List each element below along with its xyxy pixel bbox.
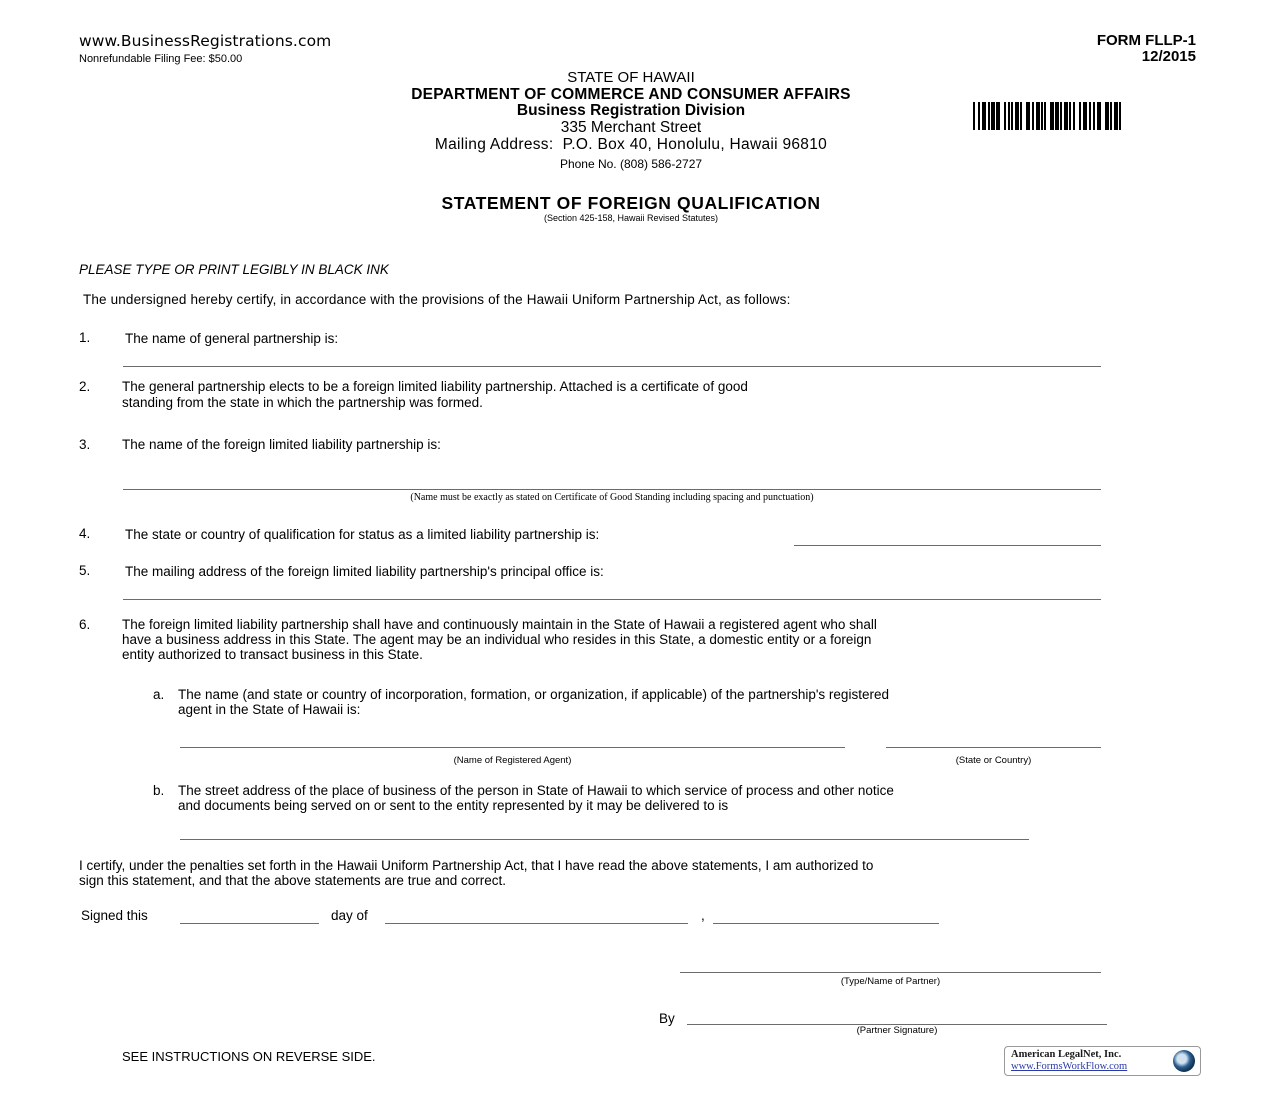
item-2-line1: The general partnership elects to be a foreign limited liability partnership. Attached is a certificate of good [122, 379, 748, 394]
signed-day-field[interactable] [180, 923, 319, 924]
date-comma: , [701, 908, 705, 923]
agency-division: Business Registration Division [516, 102, 746, 119]
registered-agent-state-field[interactable] [886, 747, 1101, 748]
agency-phone: Phone No. (808) 586-2727 [559, 157, 703, 171]
signed-year-field[interactable] [713, 923, 939, 924]
item-6-line2: have a business address in this State. The agent may be an individual who resides in this State, a domestic entity or a foreign [122, 632, 872, 647]
qualification-state-field[interactable] [794, 545, 1101, 546]
general-partnership-name-field[interactable] [123, 366, 1101, 367]
vendor-url-link[interactable]: www.FormsWorkFlow.com [1011, 1061, 1128, 1072]
agency-department: DEPARTMENT OF COMMERCE AND CONSUMER AFFAIRS [411, 86, 851, 103]
intro-statement: The undersigned hereby certify, in accordance with the provisions of the Hawaii Uniform Partnership Act, as follows: [83, 292, 791, 307]
ink-instruction: PLEASE TYPE OR PRINT LEGIBLY IN BLACK INK [79, 262, 389, 277]
item-6-line1: The foreign limited liability partnership shall have and continuously maintain in the State of Hawaii a registered agent who shall [122, 617, 877, 632]
filing-fee: Nonrefundable Filing Fee: $50.00 [79, 53, 243, 65]
state-or-country-caption: (State or Country) [955, 755, 1032, 766]
item-1-number: 1. [79, 330, 91, 345]
item-1-label: The name of general partnership is: [125, 331, 339, 346]
by-label: By [659, 1011, 675, 1026]
partner-name-field[interactable] [680, 972, 1101, 973]
item-6-line3: entity authorized to transact business in this State. [122, 647, 423, 662]
signed-month-field[interactable] [385, 923, 688, 924]
principal-office-address-field[interactable] [123, 599, 1101, 600]
item-3-caption: (Name must be exactly as stated on Certificate of Good Standing including spacing and punctuation) [410, 492, 814, 503]
form-subtitle: (Section 425-158, Hawaii Revised Statutes) [543, 213, 719, 223]
item-2-line2: standing from the state in which the partnership was formed. [122, 395, 483, 410]
item-5-number: 5. [79, 563, 91, 578]
registered-agent-caption: (Name of Registered Agent) [453, 755, 572, 766]
item-4-number: 4. [79, 526, 91, 541]
subitem-a-line2: agent in the State of Hawaii is: [178, 702, 361, 717]
agency-mailing-address: Mailing Address: P.O. Box 40, Honolulu, Hawaii 96810 [434, 136, 828, 153]
form-id: FORM FLLP-1 [1096, 32, 1196, 49]
item-2-number: 2. [79, 379, 91, 394]
form-title: STATEMENT OF FOREIGN QUALIFICATION [441, 193, 821, 213]
subitem-b-line2: and documents being served on or sent to the entity represented by it may be delivered to is [178, 798, 729, 813]
see-instructions-note: SEE INSTRUCTIONS ON REVERSE SIDE. [122, 1049, 376, 1064]
subitem-b-line1: The street address of the place of business of the person in State of Hawaii to which service of process and other notice [178, 783, 894, 798]
certification-line2: sign this statement, and that the above statements are true and correct. [79, 873, 506, 888]
subitem-a-line1: The name (and state or country of incorporation, formation, or organization, if applicable) of the partnership's registered [178, 687, 889, 702]
item-3-label: The name of the foreign limited liability partnership is: [122, 437, 441, 452]
agency-street: 335 Merchant Street [560, 119, 702, 136]
vendor-name: American LegalNet, Inc. [1011, 1049, 1122, 1060]
item-4-label: The state or country of qualification for status as a limited liability partnership is: [125, 527, 600, 542]
vendor-logo[interactable] [1004, 1046, 1201, 1076]
item-3-number: 3. [79, 437, 91, 452]
day-of-label: day of [331, 908, 368, 923]
form-date: 12/2015 [1141, 48, 1196, 65]
partner-signature-caption: (Partner Signature) [856, 1025, 938, 1036]
globe-icon [1173, 1050, 1195, 1072]
item-6-number: 6. [79, 617, 91, 632]
subitem-a-label: a. [153, 687, 165, 702]
agency-state: STATE OF HAWAII [567, 69, 695, 86]
foreign-llp-name-field[interactable] [123, 489, 1101, 490]
item-5-label: The mailing address of the foreign limited liability partnership's principal office is: [125, 564, 604, 579]
registered-agent-name-field[interactable] [180, 747, 845, 748]
subitem-b-label: b. [153, 783, 165, 798]
agent-street-address-field[interactable] [180, 839, 1029, 840]
certification-line1: I certify, under the penalties set forth in the Hawaii Uniform Partnership Act, that I have read the above statements, I am authorized to [79, 858, 874, 873]
website-url: www.BusinessRegistrations.com [79, 32, 332, 50]
partner-name-caption: (Type/Name of Partner) [840, 976, 941, 987]
signed-this-label: Signed this [81, 908, 148, 923]
